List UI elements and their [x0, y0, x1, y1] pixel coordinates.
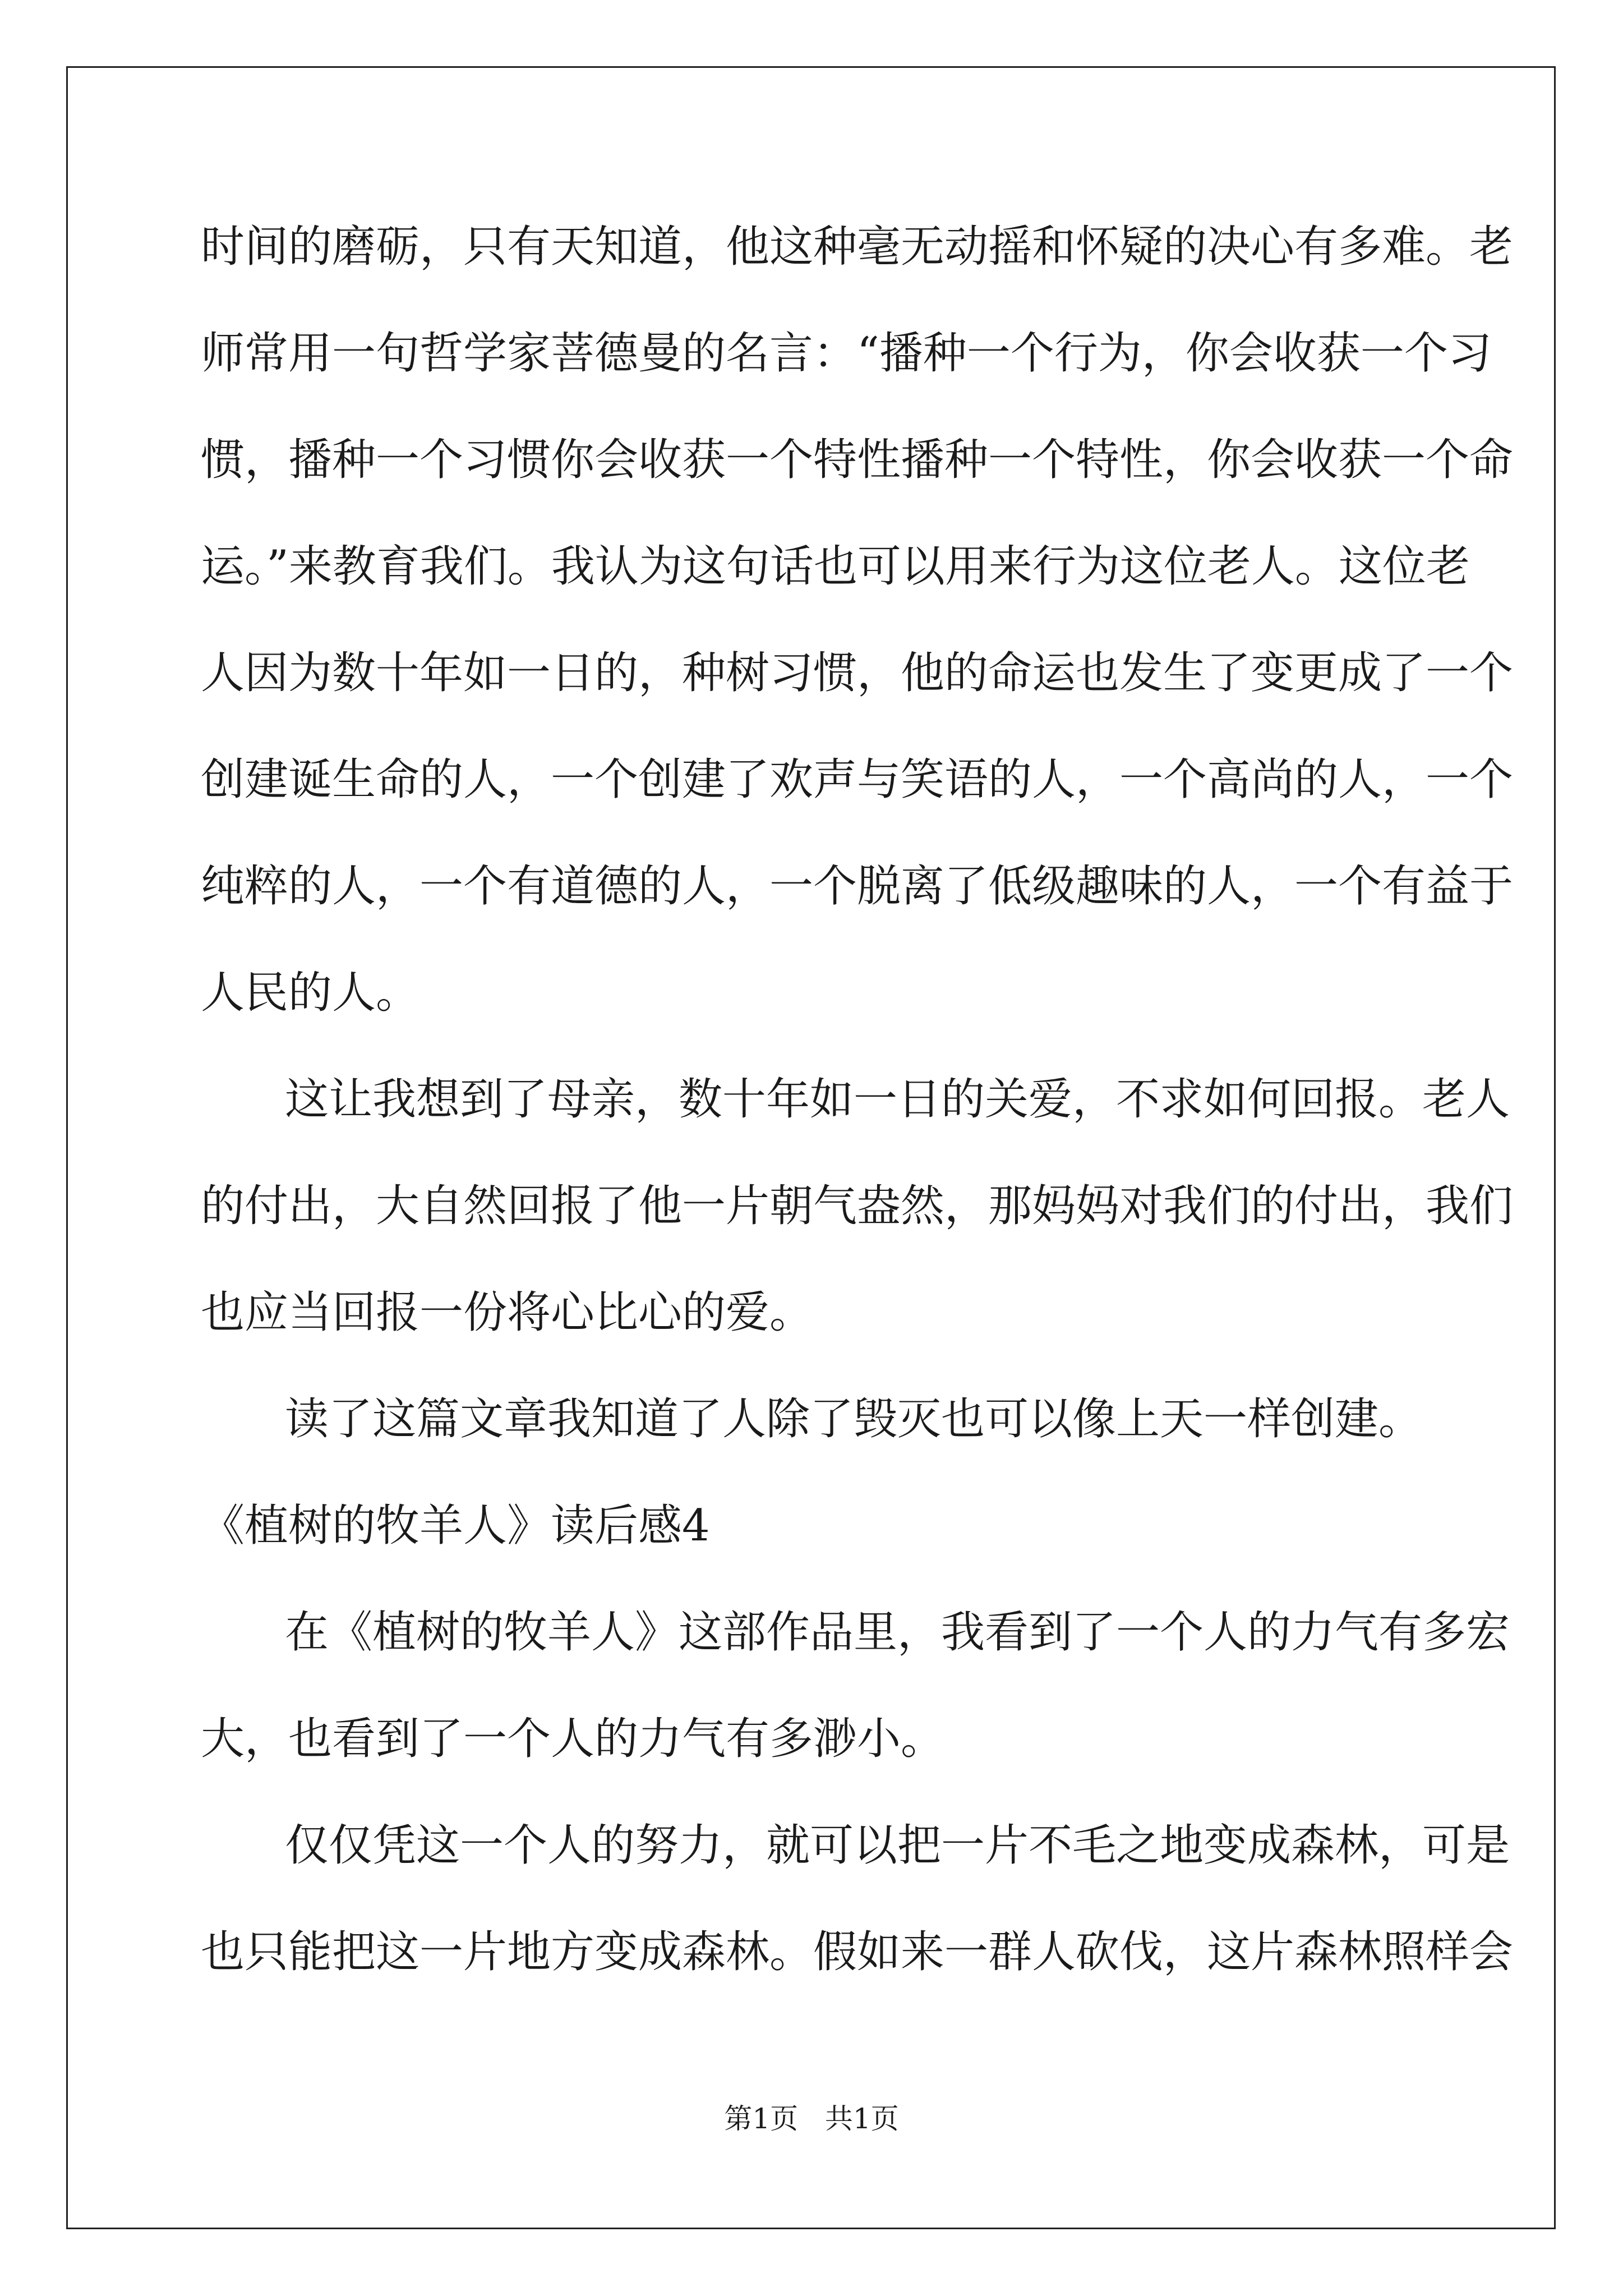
text-line: 人因为数十年如一日的，种树习惯，他的命运也发生了变更成了一个	[201, 648, 1514, 698]
text-line: 也应当回报一份将心比心的爱。	[201, 1287, 814, 1338]
text-line: 纯粹的人，一个有道德的人，一个脱离了低级趣味的人，一个有益于	[201, 861, 1514, 912]
text-line: 师常用一句哲学家菩德曼的名言：“播种一个行为，你会收获一个习	[201, 328, 1492, 379]
paragraph-start-line: 仅仅凭这一个人的努力，就可以把一片不毛之地变成森林，可是	[285, 1820, 1510, 1871]
text-line: 运。”来教育我们。我认为这句话也可以用来行为这位老人。这位老	[201, 541, 1470, 592]
text-line: 创建诞生命的人，一个创建了欢声与笑语的人，一个高尚的人，一个	[201, 754, 1514, 805]
text-line: 大，也看到了一个人的力气有多渺小。	[201, 1714, 945, 1764]
text-line: 时间的磨砺，只有天知道，他这种毫无动摇和怀疑的决心有多难。老	[201, 222, 1514, 272]
text-line: 的付出，大自然回报了他一片朝气盎然，那妈妈对我们的付出，我们	[201, 1181, 1514, 1231]
paragraph-start-line: 这让我想到了母亲，数十年如一日的关爱，不求如何回报。老人	[285, 1074, 1510, 1125]
text-line: 惯，播种一个习惯你会收获一个特性播种一个特性，你会收获一个命	[201, 435, 1514, 485]
text-line: 也只能把这一片地方变成森林。假如来一群人砍伐，这片森林照样会	[201, 1927, 1514, 1977]
text-line: 人民的人。	[201, 968, 420, 1018]
page-border	[66, 66, 1556, 2229]
paragraph-start-line: 读了这篇文章我知道了人除了毁灭也可以像上天一样创建。	[285, 1394, 1423, 1444]
paragraph-start-line: 在《植树的牧羊人》这部作品里，我看到了一个人的力气有多宏	[285, 1607, 1510, 1658]
page-footer: 第1页 共1页	[724, 2102, 899, 2135]
section-heading: 《植树的牧羊人》读后感4	[201, 1501, 710, 1551]
